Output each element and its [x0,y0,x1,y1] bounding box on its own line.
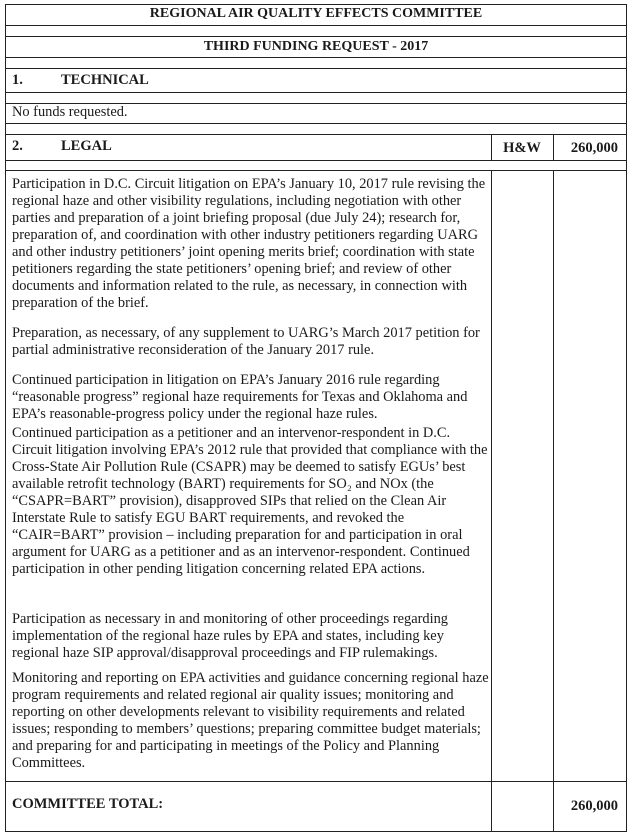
column-separator [491,781,492,831]
total-amount: 260,000 [570,798,618,814]
legal-paragraph [12,425,490,578]
paragraph-text: Monitoring and reporting on EPA activities and guidance concerning regional haze program requirements and related regional air quality issues; monitoring and reporting on other developments relevant to visibility requirements and related issues; responding to members’ questions; preparing committee budget materials; and preparing for and participating in meetings of the Policy and Planning Committees. [12,670,489,771]
rule [5,36,627,37]
section-amount: 260,000 [570,140,618,156]
rule [5,4,627,5]
rule [5,25,627,26]
legal-paragraph [12,670,490,772]
section-number: 1. [12,72,23,88]
document-title: REGIONAL AIR QUALITY EFFECTS COMMITTEE [149,6,483,21]
paragraph-text: Continued participation as a petitioner and an intervenor-respondent in D.C. Circuit litigation involving EPA’s 2012 rule that provided that compliance with the Cross-State Air Pollution Rule (CSAPR) may be deemed to satisfy EGUs’ best available retrofit technology (BART) requirements for SO₂ and NOx (the “CSAPR=BART” provision), disapproved SIPs that relied on the Clean Air Interstate Rule to satisfy EGU BART requirements, and revoked the “CAIR=BART” provision – including preparation for and participation in oral argument for UARG as a petitioner and as an intervenor-respondent. Continued participation in other pending litigation concerning related EPA actions. [12,425,488,577]
firm-code: H&W [503,140,541,156]
paragraph-text: Preparation, as necessary, of any supplement to UARG’s March 2017 petition for partial administrative reconsideration of the January 2017 rule. [12,325,480,358]
rule [5,781,627,782]
paragraph-text: Participation as necessary in and monitoring of other proceedings regarding implementation of the regional haze rules by EPA and states, including key regional haze SIP approval/disapproval proceedings and FIP rulemakings. [12,611,448,661]
section-title: LEGAL [61,138,112,154]
paragraph-text: Participation in D.C. Circuit litigation on EPA’s January 10, 2017 rule revising the regional haze and other visibility regulations, including negotiation with other parties and preparation of a joint briefing proposal (due July 24); research for, preparation of, and coordination with other industry petitioners regarding UARG and other industry petitioners’ joint opening merits brief; coordination with state petitioners regarding the state petitioners’ opening brief; and review of other documents and information related to the rule, as necessary, in connection with preparation of the brief. [12,176,486,311]
paragraph-text: Continued participation in litigation on EPA’s January 2016 rule regarding “reasonable progress” regional haze requirements for Texas and Oklahoma and EPA’s reasonable-progress policy under the regional haze rules. [12,372,468,422]
table-left-border [5,4,6,832]
document-subtitle: THIRD FUNDING REQUEST - 2017 [203,39,429,54]
rule [5,170,627,171]
rule [5,57,627,58]
section-title: TECHNICAL [61,72,149,88]
rule [5,831,627,832]
column-separator [553,170,554,781]
rule [5,92,627,93]
legal-paragraph [12,176,490,312]
rule [5,134,627,135]
column-separator [491,170,492,781]
legal-paragraph [12,325,490,359]
total-label: COMMITTEE TOTAL: [12,796,164,812]
table-right-border [626,4,627,832]
rule [5,68,627,69]
section-number: 2. [12,138,23,154]
legal-paragraph [12,372,490,423]
section-note: No funds requested. [12,104,128,120]
rule [5,123,627,124]
rule [5,160,627,161]
legal-paragraph [12,611,490,662]
